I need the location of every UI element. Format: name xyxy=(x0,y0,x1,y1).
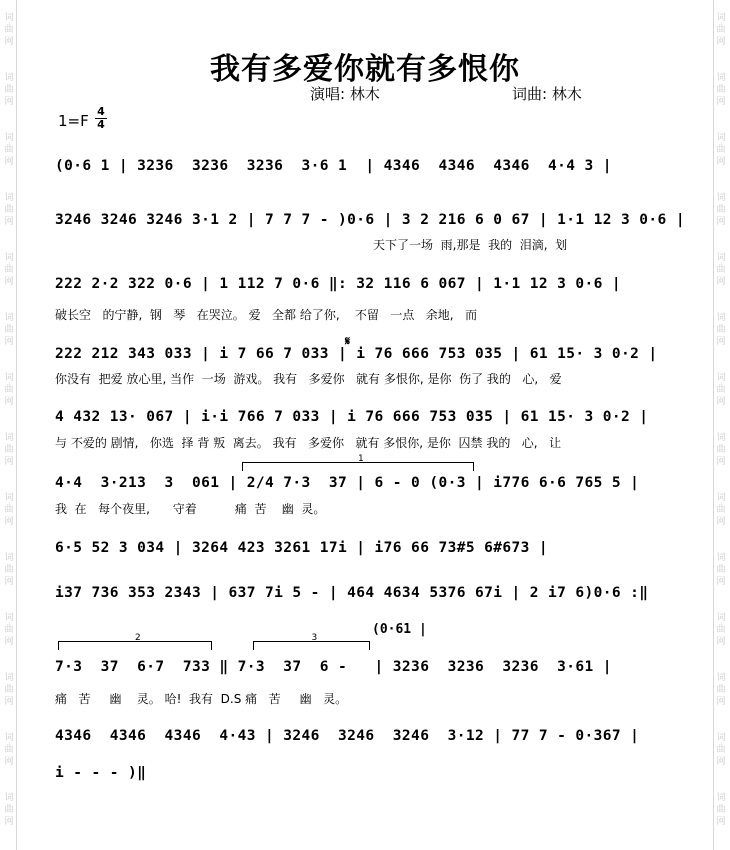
watermark-char: 曲 xyxy=(716,325,726,335)
watermark-char: 曲 xyxy=(4,385,14,395)
watermark-group xyxy=(714,552,728,588)
watermark-group xyxy=(2,672,16,708)
volta-bracket-3 xyxy=(253,633,370,650)
singer-credit: 演唱: 林木 xyxy=(310,85,380,103)
watermark-char: 词 xyxy=(716,553,726,563)
notation-row-2: 3246 3246 3246 3·1 2 | 7 7 7 - )0·6 | 3 2 216 6 0 67 | 1·1 12 3 0·6 | xyxy=(55,212,685,228)
watermark-group xyxy=(2,552,16,588)
watermark-char: 曲 xyxy=(716,145,726,155)
lyrics-row-6: 我 在 每个夜里, 守着 痛 苦 幽 灵。 xyxy=(55,502,326,516)
right-watermark-strip xyxy=(712,0,730,850)
watermark-group xyxy=(2,372,16,408)
lyrics-row-5: 与 不爱的 剧情, 你选 择 背 叛 离去。 我有 多爱你 就有 多恨你, 是你 囚禁 我的 心, 让 xyxy=(55,436,562,450)
watermark-group xyxy=(714,252,728,288)
watermark-char: 词 xyxy=(4,493,14,503)
watermark-group xyxy=(714,432,728,468)
watermark-char: 词 xyxy=(716,373,726,383)
watermark-char: 词 xyxy=(4,553,14,563)
watermark-char: 网 xyxy=(716,337,726,347)
watermark-char: 网 xyxy=(4,157,14,167)
time-sig-top: 4 xyxy=(97,105,105,118)
notation-row-8: i37 736 353 2343 | 637 7i 5 - | 464 4634 5376 67i | 2 i7 6)0·6 :‖ xyxy=(55,585,649,601)
watermark-char: 曲 xyxy=(4,445,14,455)
segno-mark: 𝄋 xyxy=(345,334,351,348)
watermark-group xyxy=(714,792,728,828)
watermark-char: 词 xyxy=(4,73,14,83)
key-signature: 1=F xyxy=(58,112,89,130)
watermark-char: 网 xyxy=(4,577,14,587)
watermark-char: 网 xyxy=(4,457,14,467)
watermark-char: 词 xyxy=(4,613,14,623)
volta-bracket-2 xyxy=(58,633,212,650)
watermark-char: 网 xyxy=(4,37,14,47)
watermark-char: 词 xyxy=(716,733,726,743)
watermark-group xyxy=(2,492,16,528)
watermark-char: 词 xyxy=(4,433,14,443)
notation-row-6: 4·4 3·213 3 061 | 2/4 7·3 37 | 6 - 0 (0·3 | i776 6·6 765 5 | xyxy=(55,475,640,491)
volta-3-number: 3 xyxy=(311,633,318,643)
watermark-char: 曲 xyxy=(716,25,726,35)
watermark-group xyxy=(2,192,16,228)
watermark-char: 曲 xyxy=(4,505,14,515)
watermark-char: 词 xyxy=(716,673,726,683)
volta-2-number: 2 xyxy=(135,633,141,643)
watermark-char: 网 xyxy=(716,397,726,407)
watermark-char: 词 xyxy=(4,133,14,143)
pickup-above-notation: (0·61 | xyxy=(372,622,427,637)
watermark-group xyxy=(714,372,728,408)
watermark-group xyxy=(2,432,16,468)
watermark-group xyxy=(2,12,16,48)
watermark-group xyxy=(714,732,728,768)
watermark-char: 网 xyxy=(4,217,14,227)
watermark-char: 网 xyxy=(716,157,726,167)
watermark-char: 词 xyxy=(4,253,14,263)
watermark-char: 网 xyxy=(4,697,14,707)
watermark-char: 词 xyxy=(4,313,14,323)
watermark-char: 曲 xyxy=(716,85,726,95)
watermark-char: 曲 xyxy=(4,85,14,95)
watermark-char: 曲 xyxy=(4,145,14,155)
watermark-char: 网 xyxy=(4,277,14,287)
watermark-char: 曲 xyxy=(716,205,726,215)
watermark-char: 词 xyxy=(716,253,726,263)
watermark-char: 网 xyxy=(716,217,726,227)
watermark-char: 曲 xyxy=(716,685,726,695)
watermark-char: 网 xyxy=(716,277,726,287)
lyrics-row-4: 你没有 把爱 放心里, 当作 一场 游戏。 我有 多爱你 就有 多恨你, 是你 伤了 我的 心, 爱 xyxy=(55,372,562,386)
notation-row-4: 222 212 343 033 | i 7 66 7 033 | i 76 666 753 035 | 61 15· 3 0·2 | xyxy=(55,346,658,362)
watermark-char: 网 xyxy=(4,817,14,827)
watermark-char: 词 xyxy=(716,433,726,443)
watermark-char: 词 xyxy=(716,73,726,83)
watermark-group xyxy=(2,612,16,648)
watermark-group xyxy=(2,792,16,828)
watermark-char: 曲 xyxy=(4,625,14,635)
volta-1-number: 1 xyxy=(358,454,364,464)
watermark-char: 曲 xyxy=(716,565,726,575)
watermark-group xyxy=(2,312,16,348)
notation-row-1: (0·6 1 | 3236 3236 3236 3·6 1 | 4346 4346 4346 4·4 3 | xyxy=(55,158,612,174)
watermark-char: 网 xyxy=(716,517,726,527)
watermark-char: 曲 xyxy=(716,505,726,515)
watermark-group xyxy=(714,192,728,228)
volta-bracket-1 xyxy=(242,454,474,471)
watermark-group xyxy=(714,672,728,708)
notation-row-5: 4 432 13· 067 | i·i 766 7 033 | i 76 666 753 035 | 61 15· 3 0·2 | xyxy=(55,409,649,425)
watermark-char: 词 xyxy=(716,793,726,803)
watermark-group xyxy=(2,732,16,768)
watermark-char: 词 xyxy=(4,673,14,683)
notation-row-10: 4346 4346 4346 4·43 | 3246 3246 3246 3·12 | 77 7 - 0·367 | xyxy=(55,728,640,744)
watermark-char: 网 xyxy=(4,337,14,347)
watermark-char: 词 xyxy=(716,193,726,203)
watermark-char: 曲 xyxy=(4,685,14,695)
watermark-char: 网 xyxy=(716,757,726,767)
notation-row-9: 7·3 37 6·7 733 ‖ 7·3 37 6 - | 3236 3236 3236 3·61 | xyxy=(55,659,612,675)
watermark-char: 词 xyxy=(716,133,726,143)
watermark-char: 曲 xyxy=(4,325,14,335)
watermark-char: 词 xyxy=(716,13,726,23)
watermark-char: 曲 xyxy=(4,25,14,35)
watermark-group xyxy=(714,312,728,348)
watermark-char: 词 xyxy=(4,793,14,803)
watermark-char: 网 xyxy=(4,517,14,527)
watermark-char: 网 xyxy=(716,577,726,587)
watermark-group xyxy=(714,612,728,648)
watermark-char: 网 xyxy=(4,757,14,767)
watermark-char: 网 xyxy=(4,97,14,107)
watermark-char: 网 xyxy=(716,817,726,827)
watermark-char: 网 xyxy=(4,637,14,647)
lyrics-row-3: 破长空 的宁静, 钢 琴 在哭泣。 爱 全都 给了你, 不留 一点 余地, 而 xyxy=(55,308,478,322)
watermark-char: 网 xyxy=(716,97,726,107)
watermark-char: 网 xyxy=(4,397,14,407)
watermark-char: 曲 xyxy=(716,265,726,275)
watermark-char: 网 xyxy=(716,697,726,707)
watermark-char: 曲 xyxy=(4,565,14,575)
watermark-char: 曲 xyxy=(716,445,726,455)
watermark-char: 词 xyxy=(4,13,14,23)
song-title: 我有多爱你就有多恨你 xyxy=(210,52,520,87)
notation-row-11: i - - - )‖ xyxy=(55,765,147,781)
watermark-group xyxy=(714,492,728,528)
writer-credit: 词曲: 林木 xyxy=(512,85,582,103)
watermark-group xyxy=(2,132,16,168)
watermark-char: 曲 xyxy=(716,745,726,755)
watermark-char: 网 xyxy=(716,637,726,647)
watermark-char: 网 xyxy=(716,37,726,47)
watermark-char: 网 xyxy=(716,457,726,467)
watermark-char: 词 xyxy=(4,733,14,743)
watermark-group xyxy=(2,252,16,288)
notation-row-7: 6·5 52 3 034 | 3264 423 3261 17i | i76 66 73#5 6#673 | xyxy=(55,540,549,556)
watermark-group xyxy=(714,12,728,48)
watermark-char: 词 xyxy=(716,313,726,323)
watermark-char: 词 xyxy=(716,493,726,503)
notation-row-3: 222 2·2 322 0·6 | 1 112 7 0·6 ‖: 32 116 6 067 | 1·1 12 3 0·6 | xyxy=(55,276,622,292)
watermark-char: 曲 xyxy=(4,805,14,815)
time-sig-bottom: 4 xyxy=(95,118,107,131)
left-watermark-strip xyxy=(0,0,18,850)
watermark-group xyxy=(714,132,728,168)
watermark-char: 词 xyxy=(4,193,14,203)
watermark-char: 曲 xyxy=(4,265,14,275)
watermark-char: 曲 xyxy=(4,205,14,215)
watermark-char: 词 xyxy=(716,613,726,623)
watermark-char: 曲 xyxy=(716,385,726,395)
time-signature xyxy=(95,106,107,131)
watermark-char: 曲 xyxy=(716,625,726,635)
watermark-char: 词 xyxy=(4,373,14,383)
lyrics-row-2: 天下了一场 雨,那是 我的 泪滴, 划 xyxy=(373,238,568,252)
watermark-char: 曲 xyxy=(4,745,14,755)
watermark-char: 曲 xyxy=(716,805,726,815)
lyrics-row-9: 痛 苦 幽 灵。 哈! 我有 D.S 痛 苦 幽 灵。 xyxy=(55,692,348,706)
